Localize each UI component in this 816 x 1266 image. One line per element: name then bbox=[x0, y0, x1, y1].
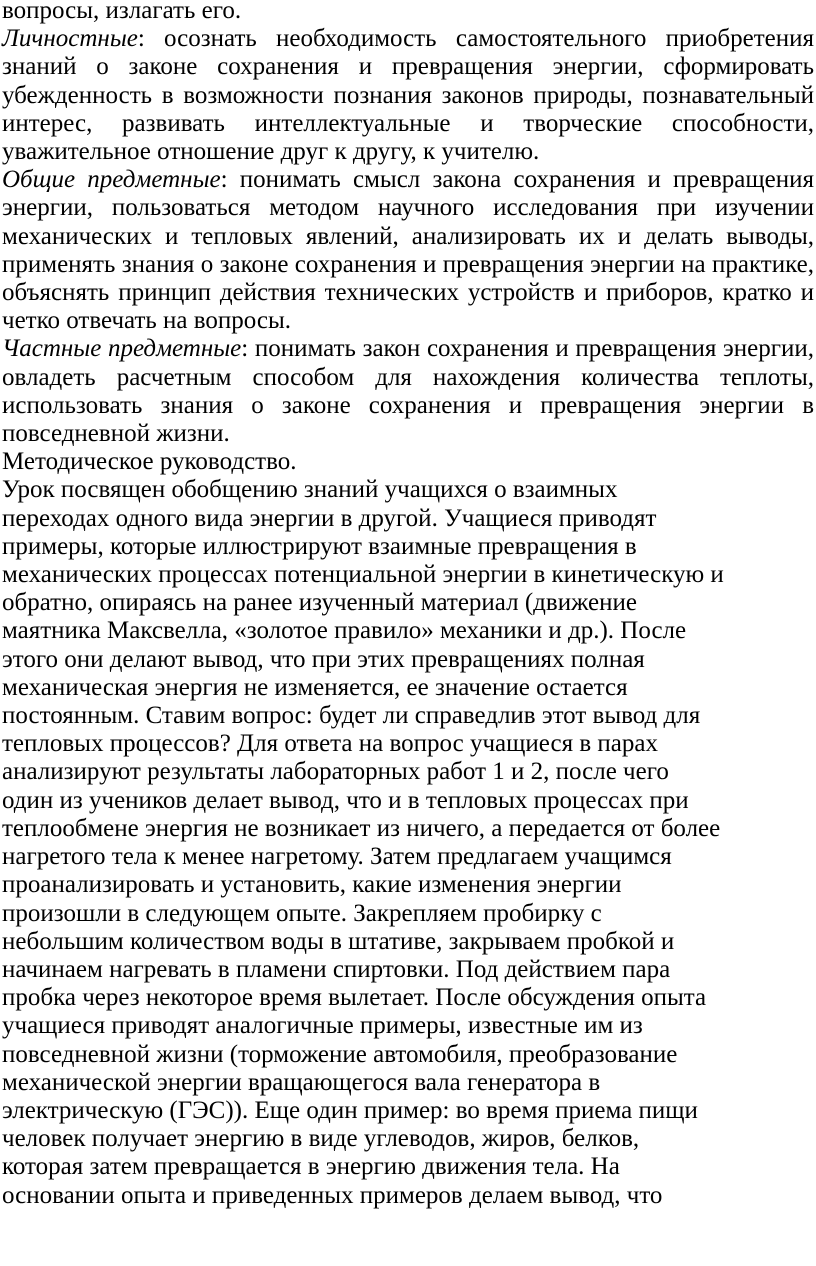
objective-term: Частные предметные bbox=[2, 335, 242, 363]
objective-specific-subject bbox=[2, 335, 814, 448]
guidance-line: которая затем превращается в энергию движения тела. На bbox=[2, 1153, 620, 1181]
guidance-line: учащиеся приводят аналогичные примеры, известные им из bbox=[2, 1012, 643, 1040]
guidance-line: маятника Максвелла, «золотое правило» механики и др.). После bbox=[2, 617, 687, 645]
guidance-line: механической энергии вращающегося вала генератора в bbox=[2, 1068, 601, 1096]
guidance-line: примеры, которые иллюстрируют взаимные превращения в bbox=[2, 532, 637, 560]
guidance-line: повседневной жизни (торможение автомобиля, преобразование bbox=[2, 1040, 678, 1068]
guidance-line: основании опыта и приведенных примеров делаем вывод, что bbox=[2, 1181, 663, 1209]
guidance-line: обратно, опираясь на ранее изученный материал (движение bbox=[2, 589, 637, 617]
guidance-line: нагретого тела к менее нагретому. Затем предлагаем учащимся bbox=[2, 843, 672, 871]
objective-term: Личностные bbox=[2, 25, 138, 53]
guidance-line: механическая энергия не изменяется, ее значение остается bbox=[2, 673, 628, 701]
objective-general-subject bbox=[2, 166, 814, 335]
guidance-line: произошли в следующем опыте. Закрепляем пробирку с bbox=[2, 899, 602, 927]
guidance-line: постоянным. Ставим вопрос: будет ли справедлив этот вывод для bbox=[2, 702, 701, 730]
guidance-line: человек получает энергию в виде углеводов, жиров, белков, bbox=[2, 1125, 640, 1153]
guidance-line: механических процессах потенциальной энергии в кинетическую и bbox=[2, 561, 724, 589]
guidance-line: проанализировать и установить, какие изменения энергии bbox=[2, 871, 622, 899]
objective-term: Общие предметные bbox=[2, 166, 221, 194]
guidance-line: небольшим количеством воды в штативе, закрываем пробкой и bbox=[2, 927, 675, 955]
objective-text: : понимать закон сохранения и превращения энергии, овладеть расчетным способом для нахождения количества теплоты, использовать знания о законе сохранения и превращения энергии в повседневной жизни. bbox=[2, 335, 814, 448]
guidance-paragraph bbox=[2, 476, 814, 1209]
guidance-line: теплообмене энергия не возникает из ничего, а передается от более bbox=[2, 814, 721, 842]
guidance-line: переходах одного вида энергии в другой. Учащиеся приводят bbox=[2, 504, 657, 532]
guidance-line: анализируют результаты лабораторных работ 1 и 2, после чего bbox=[2, 758, 669, 786]
section-heading: Методическое руководство. bbox=[2, 448, 297, 476]
guidance-line: пробка через некоторое время вылетает. После обсуждения опыта bbox=[2, 984, 707, 1012]
guidance-line: этого они делают вывод, что при этих превращениях полная bbox=[2, 645, 645, 673]
objective-personal bbox=[2, 25, 814, 166]
guidance-line: начинаем нагревать в пламени спиртовки. Под действием пара bbox=[2, 955, 671, 983]
continued-text-fragment: вопросы, излагать его. bbox=[2, 0, 242, 24]
guidance-line: тепловых процессов? Для ответа на вопрос учащиеся в парах bbox=[2, 730, 658, 758]
guidance-line: один из учеников делает вывод, что и в тепловых процессах при bbox=[2, 786, 689, 814]
objective-text: : осознать необходимость самостоятельного приобретения знаний о законе сохранения и превращения энергии, сформировать убежденность в возможности познания законов природы, познавательный интерес, развивать интеллектуальные и творческие способности, уважительное отношение друг к другу, к учителю. bbox=[2, 25, 814, 166]
guidance-line: Урок посвящен обобщению знаний учащихся о взаимных bbox=[2, 476, 618, 504]
guidance-line: электрическую (ГЭС)). Еще один пример: во время приема пищи bbox=[2, 1096, 698, 1124]
objective-text: : понимать смысл закона сохранения и превращения энергии, пользоваться методом научного исследования при изучении механических и тепловых явлений, анализировать их и делать выводы, применять знания о законе сохранения и превращения энергии на практике, объяснять принцип действия технических устройств и приборов, кратко и четко отвечать на вопросы. bbox=[2, 166, 814, 335]
